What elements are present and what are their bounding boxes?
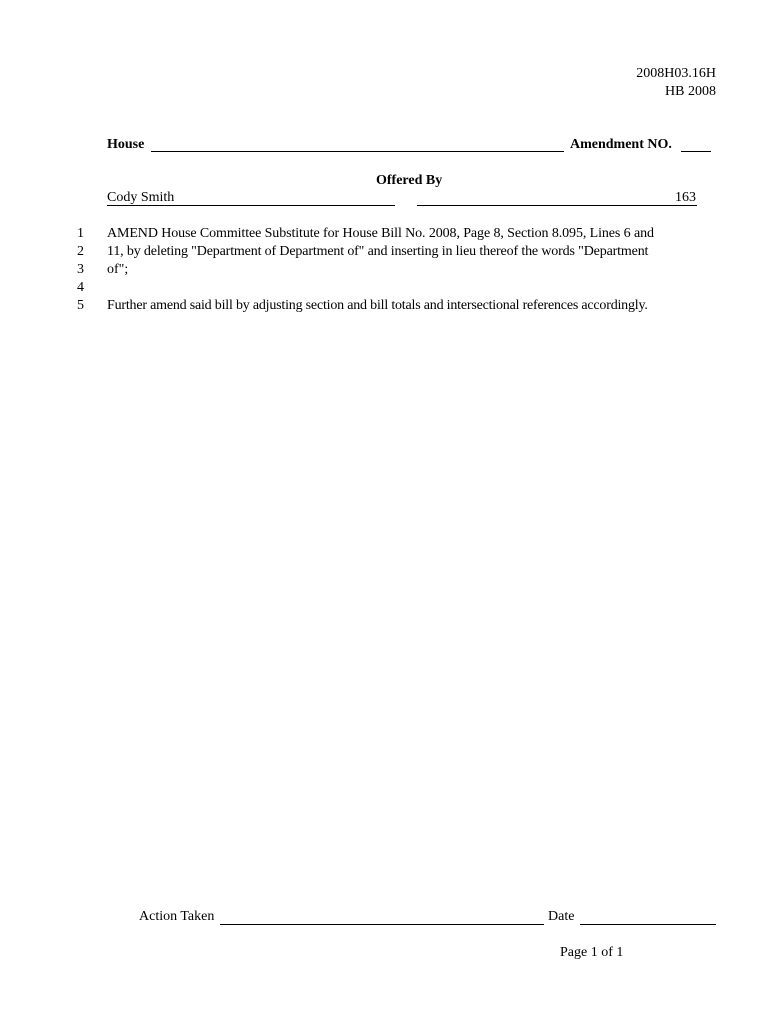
sponsor-name-underline [107, 205, 395, 206]
sponsor-name: Cody Smith [107, 190, 175, 205]
action-taken-blank [220, 924, 544, 925]
amendment-number-blank [681, 151, 711, 152]
amendment-text-line: Further amend said bill by adjusting section and bill totals and intersectional references accordingly. [107, 298, 648, 313]
line-number: 5 [77, 298, 84, 313]
document-id: 2008H03.16H [636, 66, 716, 81]
bill-reference: HB 2008 [665, 84, 716, 99]
offered-by-label: Offered By [376, 173, 443, 188]
line-number: 4 [77, 280, 84, 295]
line-number: 3 [77, 262, 84, 277]
page-indicator: Page 1 of 1 [560, 945, 624, 960]
line-number: 1 [77, 226, 84, 241]
amendment-text-line: 11, by deleting "Department of Department of" and inserting in lieu thereof the words "Department [107, 244, 649, 259]
amendment-text-line: of"; [107, 262, 129, 277]
date-blank [580, 924, 716, 925]
district-underline [417, 205, 697, 206]
district-number: 163 [675, 190, 696, 205]
house-blank-line [151, 151, 564, 152]
house-label: House [107, 137, 145, 152]
amendment-text-line: AMEND House Committee Substitute for House Bill No. 2008, Page 8, Section 8.095, Lines 6 and [107, 226, 654, 241]
line-number: 2 [77, 244, 84, 259]
date-label: Date [548, 909, 575, 924]
amendment-number-label: Amendment NO. [570, 137, 672, 152]
action-taken-label: Action Taken [139, 909, 215, 924]
